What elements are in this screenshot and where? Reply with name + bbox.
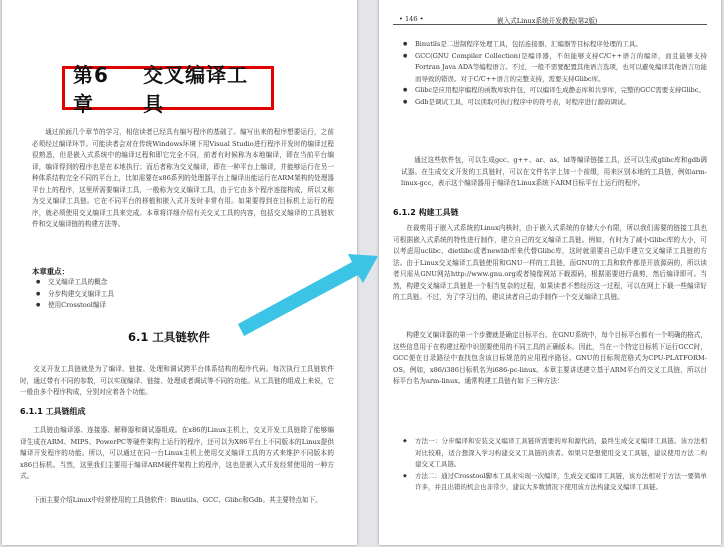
- subsection-tail-paragraph: 下面主要介绍Linux中经常使用的工具链软件：Binutils、GCC、Glibc和Gdb。其主要特点如下。: [33, 496, 322, 504]
- list-item: ● 使用Crosstool编译: [36, 300, 316, 312]
- tool-list: [401, 39, 707, 108]
- list-item: ◆ 方法一：分步编译和安装交叉编译工具链所需要的库和源代码，最终生成交叉编译工具链。该方法相对比较难，适合想深入学习构建交叉工具链的读者。如果只是想使用交叉工具链，建议使用方法二构建交叉工具链。: [401, 436, 707, 471]
- list-item: ● 分步构建交叉编译工具: [36, 289, 316, 301]
- methods-list: [401, 436, 707, 494]
- list-item: ● Gdb是调试工具，可以读取可执行程序中的符号表，对程序进行源码调试。: [401, 97, 707, 109]
- subsection-title: 6.1.2 构建工具链: [393, 208, 459, 217]
- chapter-title-box: [62, 63, 274, 116]
- subsection-title: 6.1.1 工具链组成: [20, 407, 86, 416]
- list-item: ◆ 方法二：通过Crosstool脚本工具来实现一次编译，生成交叉编译工具链，该方法相对于方法一要简单许多，并且出错的机会也非常少，建议大多数情况下使用该方法构建交叉编译工具链。: [401, 471, 707, 494]
- subsection-body-paragraph: 工具链由编译器、连接器、解释器和调试器组成。在x86的Linux主机上，交叉开发工具链除了能够编译生成在ARM、MIPS、PowerPC等硬件架构上运行的程序，还可以为X86平台上不同版本的Linux提供编译开发程序的功能。所以，可以通过在同一台Linux主机上使用交叉编译工具的方式来维护不同版本的x86目标机。当然，这里我们主要用于编译ARM硬件架构上的程序，这也是嵌入式开发经常使用的一种方式。: [20, 426, 334, 480]
- key-points-list: [36, 277, 316, 312]
- list-item: ● GCC(GNU Compiler Collection)是编译器，不但能够支持C/C++语言的编译，而且能够支持Fortran Java ADA等编程语言。不过，一般不需要配置其他语言选项，也可以避免编译其他语言功能而导致的错误。对于C/C++语言的完整支持，需要支持Glibc库。: [401, 51, 707, 86]
- section-intro-paragraph: 交叉开发工具链就是为了编译、链接、处理和调试跨平台体系结构的程序代码。每次执行工具链软件时，通过带有不同的参数，可以实现编译、链接、处理或者调试等不同的功能。从工具链的组成上来说，它一般由多个程序构成，分别对应着各个功能。: [20, 365, 334, 396]
- list-item: ● 交叉编译工具的概念: [36, 277, 316, 289]
- section-title: 6.1 工具链软件: [128, 330, 210, 344]
- header-divider: [393, 24, 707, 25]
- left-book-page: [2, 0, 357, 545]
- chapter-intro-paragraph: 通过前面几个章节的学习，相信读者已经具有编写程序的基础了。编写出来的程序想要运行，之前必须经过编译环节。可能读者会对在传统Windows环境下用Visual Studio进行程序开发时的编译过程很熟悉，但是嵌入式系统中的编译过程和即它完全不同，前者有时候称为本地编译，即在当前平台编译，编译得到的程序也是在本地执行；而后者称为交叉编译，即在一种平台上编译，并能够运行在另一种体系结构完全不同的平台上，比如需要在x86系列的处理器平台上编译出能运行在ARM架构的处理器平台上的程序，这里所需要编译工具，一般称为交叉编译工具，由于它由多个程序连接构成，所以又称为交叉编译工具链。它在不同平台的移植和嵌入式开发时非常有用。如果要得到在目标机上运行的程序，就必须使用交叉编译工具来完成。本章将详细介绍有关交叉工具的内容，包括交叉编译的工具链软件和交叉编译链的构建方法等。: [32, 128, 334, 228]
- list-item: ● Binutils是二进制程序处理工具，包括连接器、汇编器等目标程序处理的工具。: [401, 39, 707, 51]
- key-points-label: 本章重点：: [32, 267, 69, 276]
- build-toolchain-paragraph: 在裁剪用于嵌入式系统的Linux内核时，由于嵌入式系统的存储大小有限，所以我们需要的链接工具也可根据嵌入式系统的特性进行制作，建立自己的交叉编译工具链。例如，有时为了减小Glibc库的大小，可以考虑用uclibc、dietlibc或者newlib库来代替Glibc库，这时就需要自己动手建立交叉编译工具链的方法。由于Linux交叉编译工具链使用和GNU一样的工具链，而GNU的工具和软件都是开放源码的，所以读者只需从GNU网站http://www.gnu.org或者镜像网站下载源码，根据需要进行裁剪，然后编译即可。当然，构建交叉编译工具链是一个相当复杂的过程，如果读者不想经历这一过程，可以在网上下载一些编译好的工具链。不过，为了学习目的，建议读者自己动手制作一个交叉编译工具链。: [393, 224, 707, 301]
- chapter-title: 交叉编译工具: [143, 63, 249, 116]
- page-number: • 146 •: [399, 15, 424, 23]
- toolchain-paragraph: 通过这些软件包，可以生成gcc、g++、ar、as、ld等编译链接工具，还可以生成glibc库和gdb调试器。在生成交叉开发的工具链时，可以在文件名字上加一个前缀，用来区别本地的工具链，例如arm-linux-gcc，表示这个编译器用于编译在Linux系统下ARM目标平台上运行的程序。: [401, 156, 707, 187]
- chapter-number: 第6章: [73, 63, 109, 116]
- running-header-title: 嵌入式Linux系统开发教程(第2版): [497, 17, 598, 25]
- list-item: ● Glibc是应用程序编程的函数库软件包，可以编译生成静态库和共享库，完整的GCC需要支持Glibc。: [401, 85, 707, 97]
- right-book-page: [379, 0, 721, 545]
- target-platform-paragraph: 构建交叉编译器的第一个步骤就是确定目标平台。在GNU系统中，每个目标平台都有一个明确的格式，这些信息用于在构建过程中识别要使用的不同工具的正确版本。因此，当在一个特定目标机下运行GCC时，GCC便在目录路径中查找包含该目标规范的应用程序路径。GNU的目标规范格式为CPU-PLATFORM-OS。例如，x86/i386目标机名为i686-pc-linux。本章主要讲述建立基于ARM平台的交叉工具链，所以目标平台名为arm-linux。通常构建工具链有如下三种方法：: [393, 331, 707, 385]
